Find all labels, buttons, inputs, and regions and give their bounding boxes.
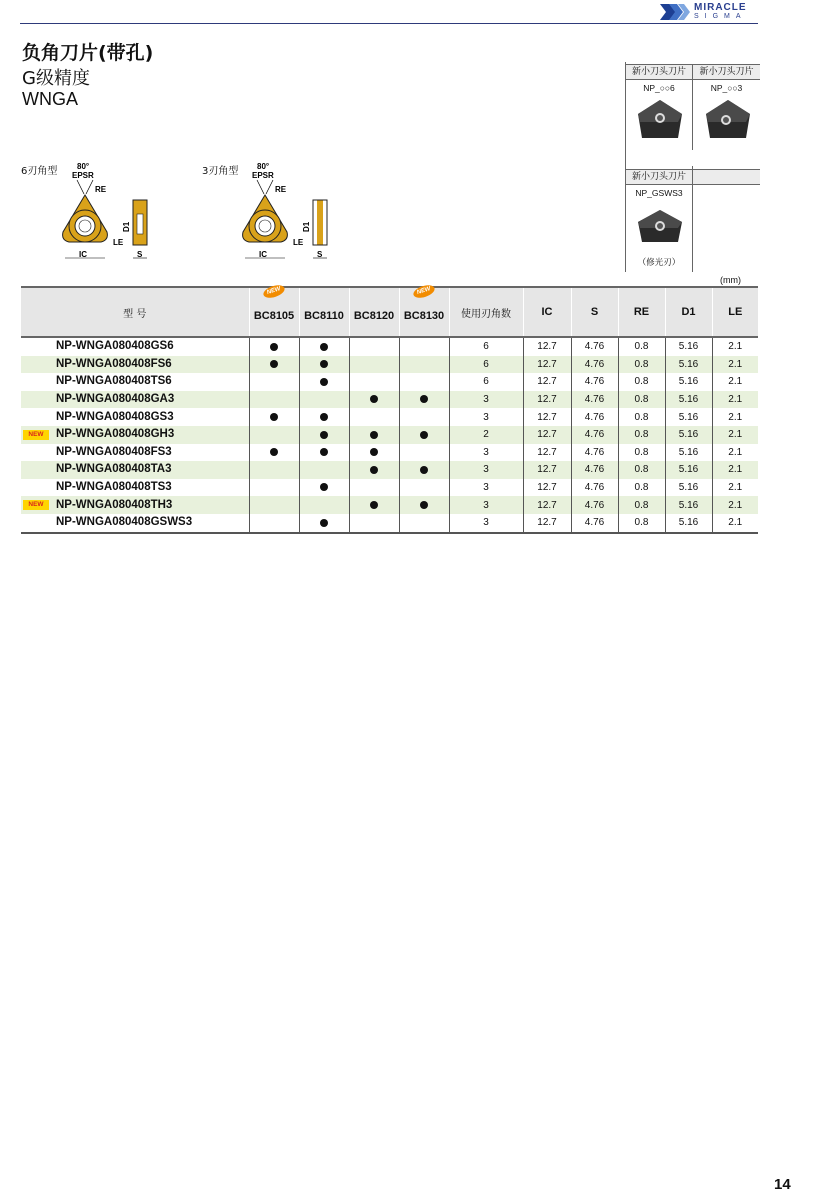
insert-drawing-6-edge xyxy=(55,160,185,265)
spec-table xyxy=(21,286,758,534)
new-tag-icon: NEW xyxy=(23,430,49,440)
cell-edges: 3 xyxy=(449,514,523,533)
page-title: 负角刀片(带孔) xyxy=(22,42,154,64)
cell-le: 2.1 xyxy=(712,514,758,533)
drawing-type-label: 3刃角型 xyxy=(202,166,239,177)
available-dot-icon xyxy=(320,431,328,439)
angle-label: 80° xyxy=(77,162,90,171)
cell-ic: 12.7 xyxy=(523,426,571,444)
cell-grade-1 xyxy=(249,444,299,462)
available-dot-icon xyxy=(320,343,328,351)
col-grade-4: NEW BC8130 xyxy=(399,287,449,337)
available-dot-icon xyxy=(320,519,328,527)
brand-subname: SIGMA xyxy=(694,13,747,20)
cell-model xyxy=(21,514,249,533)
available-dot-icon xyxy=(370,431,378,439)
col-le: LE xyxy=(712,287,758,337)
cell-grade-4 xyxy=(399,408,449,426)
cell-d1: 5.16 xyxy=(665,356,712,374)
model-code: NP-WNGA080408GA3 xyxy=(56,393,175,406)
new-badge-icon: NEW xyxy=(412,283,436,300)
cell-grade-4 xyxy=(399,444,449,462)
angle-label: 80° xyxy=(257,162,270,171)
page-number: 14 xyxy=(774,1176,791,1193)
cell-model xyxy=(21,426,249,444)
cell-d1: 5.16 xyxy=(665,461,712,479)
col-grade-3: BC8120 xyxy=(349,287,399,337)
cell-re: 0.8 xyxy=(618,426,665,444)
cell-s: 4.76 xyxy=(571,496,618,514)
cell-d1: 5.16 xyxy=(665,391,712,409)
cell-re: 0.8 xyxy=(618,356,665,374)
model-code: NP-WNGA080408GH3 xyxy=(56,428,175,441)
brand-arrows-icon xyxy=(660,2,692,22)
product-header-empty xyxy=(693,169,760,185)
model-code: NP-WNGA080408TS6 xyxy=(56,375,172,388)
cell-s: 4.76 xyxy=(571,373,618,391)
cell-re: 0.8 xyxy=(618,408,665,426)
cell-grade-3 xyxy=(349,461,399,479)
cell-s: 4.76 xyxy=(571,461,618,479)
cell-grade-1 xyxy=(249,337,299,356)
table-row xyxy=(21,479,758,497)
available-dot-icon xyxy=(420,431,428,439)
table-row xyxy=(21,496,758,514)
ic-label: IC xyxy=(79,250,87,259)
cell-grade-2 xyxy=(299,373,349,391)
cell-grade-2 xyxy=(299,391,349,409)
cell-d1: 5.16 xyxy=(665,408,712,426)
available-dot-icon xyxy=(270,343,278,351)
cell-model xyxy=(21,373,249,391)
cell-grade-3 xyxy=(349,408,399,426)
model-code: NP-WNGA080408GSWS3 xyxy=(56,516,193,529)
cell-model xyxy=(21,408,249,426)
table-row xyxy=(21,337,758,356)
cell-grade-3 xyxy=(349,426,399,444)
model-code: NP-WNGA080408FS3 xyxy=(56,445,172,458)
cell-s: 4.76 xyxy=(571,444,618,462)
cell-grade-1 xyxy=(249,426,299,444)
precision-grade: G级精度 xyxy=(22,68,90,89)
cell-le: 2.1 xyxy=(712,356,758,374)
cell-edges: 2 xyxy=(449,426,523,444)
cell-edges: 6 xyxy=(449,356,523,374)
cell-d1: 5.16 xyxy=(665,496,712,514)
cell-grade-1 xyxy=(249,479,299,497)
cell-grade-2 xyxy=(299,496,349,514)
cell-grade-4 xyxy=(399,461,449,479)
available-dot-icon xyxy=(270,360,278,368)
cell-model xyxy=(21,391,249,409)
cell-edges: 3 xyxy=(449,496,523,514)
cell-ic: 12.7 xyxy=(523,444,571,462)
model-code: NP-WNGA080408TA3 xyxy=(56,463,172,476)
available-dot-icon xyxy=(370,448,378,456)
cell-s: 4.76 xyxy=(571,426,618,444)
cell-grade-3 xyxy=(349,356,399,374)
cell-grade-4 xyxy=(399,391,449,409)
cell-ic: 12.7 xyxy=(523,408,571,426)
col-re: RE xyxy=(618,287,665,337)
model-code: NP-WNGA080408TS3 xyxy=(56,481,172,494)
cell-model xyxy=(21,496,249,514)
cell-edges: 3 xyxy=(449,461,523,479)
wiper-note: （修光刃） xyxy=(637,258,681,268)
cell-re: 0.8 xyxy=(618,514,665,533)
cell-model xyxy=(21,461,249,479)
available-dot-icon xyxy=(320,483,328,491)
available-dot-icon xyxy=(420,466,428,474)
available-dot-icon xyxy=(370,466,378,474)
cell-grade-4 xyxy=(399,356,449,374)
d1-label: D1 xyxy=(122,221,131,232)
model-code: NP-WNGA080408GS3 xyxy=(56,410,174,423)
cell-grade-3 xyxy=(349,444,399,462)
le-label: LE xyxy=(113,238,124,247)
cell-grade-1 xyxy=(249,356,299,374)
cell-grade-1 xyxy=(249,408,299,426)
product-code: NP_○○3 xyxy=(710,83,743,93)
cell-model xyxy=(21,356,249,374)
cell-ic: 12.7 xyxy=(523,461,571,479)
cell-ic: 12.7 xyxy=(523,496,571,514)
cell-grade-1 xyxy=(249,391,299,409)
cell-grade-2 xyxy=(299,337,349,356)
cell-ic: 12.7 xyxy=(523,373,571,391)
model-code: NP-WNGA080408GS6 xyxy=(56,340,174,353)
available-dot-icon xyxy=(320,448,328,456)
cell-model xyxy=(21,337,249,356)
cell-re: 0.8 xyxy=(618,461,665,479)
cell-grade-1 xyxy=(249,373,299,391)
cell-grade-3 xyxy=(349,391,399,409)
drawing-type-label: 6刃角型 xyxy=(21,166,58,177)
d1-label: D1 xyxy=(302,221,311,232)
cell-grade-1 xyxy=(249,461,299,479)
cell-grade-4 xyxy=(399,479,449,497)
insert-photo-6-edge xyxy=(634,98,686,144)
new-badge-icon: NEW xyxy=(262,283,286,300)
product-header: 新小刀头刀片 xyxy=(626,64,692,80)
new-tag-icon: NEW xyxy=(23,500,49,510)
cell-le: 2.1 xyxy=(712,426,758,444)
cell-grade-1 xyxy=(249,496,299,514)
header-rule xyxy=(20,23,758,24)
product-header: 新小刀头刀片 xyxy=(693,64,760,80)
ic-label: IC xyxy=(259,250,267,259)
cell-le: 2.1 xyxy=(712,408,758,426)
cell-le: 2.1 xyxy=(712,337,758,356)
available-dot-icon xyxy=(270,448,278,456)
model-code: NP-WNGA080408FS6 xyxy=(56,357,172,370)
unit-label: (mm) xyxy=(720,275,741,285)
re-label: RE xyxy=(275,185,287,194)
available-dot-icon xyxy=(320,413,328,421)
available-dot-icon xyxy=(320,378,328,386)
cell-edges: 6 xyxy=(449,373,523,391)
available-dot-icon xyxy=(420,501,428,509)
available-dot-icon xyxy=(420,395,428,403)
cell-d1: 5.16 xyxy=(665,444,712,462)
cell-grade-2 xyxy=(299,356,349,374)
product-code: NP_○○6 xyxy=(643,83,675,93)
col-ic: IC xyxy=(523,287,571,337)
cell-ic: 12.7 xyxy=(523,356,571,374)
cell-grade-3 xyxy=(349,373,399,391)
table-header-row xyxy=(21,287,758,337)
cell-grade-3 xyxy=(349,514,399,533)
available-dot-icon xyxy=(370,395,378,403)
cell-le: 2.1 xyxy=(712,479,758,497)
cell-ic: 12.7 xyxy=(523,514,571,533)
product-code: NP_GSWS3 xyxy=(635,188,683,198)
cell-grade-4 xyxy=(399,426,449,444)
insert-photo-wiper xyxy=(634,208,686,248)
s-label: S xyxy=(137,250,143,259)
insert-model: WNGA xyxy=(22,89,78,109)
cell-s: 4.76 xyxy=(571,479,618,497)
grid-divider xyxy=(692,64,693,150)
cell-s: 4.76 xyxy=(571,514,618,533)
table-row xyxy=(21,514,758,533)
cell-d1: 5.16 xyxy=(665,479,712,497)
cell-ic: 12.7 xyxy=(523,337,571,356)
col-d1: D1 xyxy=(665,287,712,337)
cell-re: 0.8 xyxy=(618,496,665,514)
table-row xyxy=(21,461,758,479)
cell-grade-4 xyxy=(399,337,449,356)
cell-s: 4.76 xyxy=(571,337,618,356)
le-label: LE xyxy=(293,238,304,247)
cell-model xyxy=(21,479,249,497)
cell-model xyxy=(21,444,249,462)
col-edges: 使用刃角数 xyxy=(449,287,523,337)
cell-d1: 5.16 xyxy=(665,514,712,533)
cell-s: 4.76 xyxy=(571,408,618,426)
cell-grade-3 xyxy=(349,337,399,356)
cell-re: 0.8 xyxy=(618,337,665,356)
cell-edges: 3 xyxy=(449,391,523,409)
cell-grade-1 xyxy=(249,514,299,533)
cell-d1: 5.16 xyxy=(665,337,712,356)
epsr-label: EPSR xyxy=(252,171,274,180)
cell-re: 0.8 xyxy=(618,444,665,462)
cell-grade-3 xyxy=(349,496,399,514)
cell-re: 0.8 xyxy=(618,373,665,391)
cell-edges: 3 xyxy=(449,408,523,426)
col-grade-2: BC8110 xyxy=(299,287,349,337)
col-grade-1: NEW BC8105 xyxy=(249,287,299,337)
cell-grade-2 xyxy=(299,461,349,479)
available-dot-icon xyxy=(320,360,328,368)
product-header: 新小刀头刀片 xyxy=(626,169,692,185)
cell-le: 2.1 xyxy=(712,391,758,409)
col-model: 型 号 xyxy=(21,287,249,337)
cell-le: 2.1 xyxy=(712,373,758,391)
model-code: NP-WNGA080408TH3 xyxy=(56,498,173,511)
cell-grade-4 xyxy=(399,496,449,514)
brand-logo xyxy=(660,2,760,24)
table-row xyxy=(21,408,758,426)
cell-s: 4.76 xyxy=(571,356,618,374)
table-row xyxy=(21,373,758,391)
table-row xyxy=(21,391,758,409)
cell-d1: 5.16 xyxy=(665,373,712,391)
brand-name: MIRACLE xyxy=(694,2,747,13)
s-label: S xyxy=(317,250,323,259)
cell-grade-2 xyxy=(299,444,349,462)
insert-photo-3-edge xyxy=(702,98,754,144)
cell-le: 2.1 xyxy=(712,444,758,462)
available-dot-icon xyxy=(270,413,278,421)
cell-d1: 5.16 xyxy=(665,426,712,444)
cell-grade-4 xyxy=(399,373,449,391)
cell-ic: 12.7 xyxy=(523,391,571,409)
cell-grade-2 xyxy=(299,514,349,533)
cell-edges: 3 xyxy=(449,479,523,497)
cell-ic: 12.7 xyxy=(523,479,571,497)
cell-re: 0.8 xyxy=(618,391,665,409)
cell-grade-2 xyxy=(299,479,349,497)
epsr-label: EPSR xyxy=(72,171,94,180)
table-row xyxy=(21,356,758,374)
cell-s: 4.76 xyxy=(571,391,618,409)
table-row xyxy=(21,426,758,444)
cell-grade-2 xyxy=(299,426,349,444)
table-row xyxy=(21,444,758,462)
product-image-grid xyxy=(625,62,760,272)
cell-edges: 6 xyxy=(449,337,523,356)
cell-grade-2 xyxy=(299,408,349,426)
col-s: S xyxy=(571,287,618,337)
cell-le: 2.1 xyxy=(712,461,758,479)
cell-grade-3 xyxy=(349,479,399,497)
cell-edges: 3 xyxy=(449,444,523,462)
insert-drawing-3-edge xyxy=(235,160,365,265)
cell-le: 2.1 xyxy=(712,496,758,514)
cell-re: 0.8 xyxy=(618,479,665,497)
cell-grade-4 xyxy=(399,514,449,533)
re-label: RE xyxy=(95,185,107,194)
available-dot-icon xyxy=(370,501,378,509)
